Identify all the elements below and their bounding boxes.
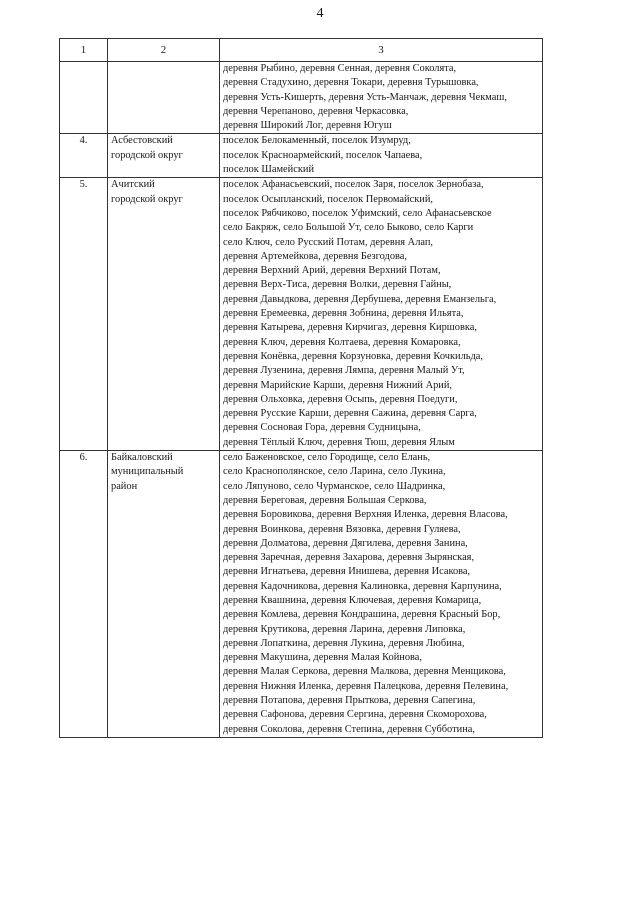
- row-number: 6.: [60, 451, 108, 738]
- settlements-line: деревня Артемейкова, деревня Безгодова,: [223, 250, 408, 262]
- settlements-line: село Бакряж, село Большой Ут, село Быково, село Карги: [223, 222, 474, 234]
- settlements-line: деревня Макушина, деревня Малая Койнова,: [223, 652, 422, 664]
- settlements-line: деревня Широкий Лог, деревня Югуш: [223, 120, 392, 132]
- settlements-list: [220, 62, 543, 134]
- settlements-line: поселок Белокаменный, поселок Изумруд,: [223, 135, 411, 147]
- settlements-line: деревня Марийские Карши, деревня Нижний Арий,: [223, 379, 452, 391]
- settlements-line: деревня Тёплый Ключ, деревня Тюш, деревня Ялым: [223, 436, 455, 448]
- settlements-line: деревня Береговая, деревня Большая Серкова,: [223, 494, 427, 506]
- municipality-name-line: муниципальный: [111, 466, 184, 478]
- settlements-line: деревня Нижняя Иленка, деревня Палецкова, деревня Пелевина,: [223, 680, 509, 692]
- settlements-line: поселок Рябчиково, поселок Уфимский, село Афанасьевское: [223, 207, 492, 219]
- settlements-line: деревня Потапова, деревня Прыткова, деревня Сапегина,: [223, 695, 476, 707]
- settlements-line: деревня Долматова, деревня Дягилева, деревня Занина,: [223, 537, 468, 549]
- column-header-1: 1: [60, 39, 108, 62]
- settlements-list: [220, 451, 543, 738]
- table-row: [60, 134, 543, 178]
- settlements-line: деревня Боровикова, деревня Верхняя Иленка, деревня Власова,: [223, 509, 508, 521]
- settlements-line: поселок Шамейский: [223, 164, 315, 176]
- row-number: [60, 62, 108, 134]
- settlements-line: деревня Черепаново, деревня Черкасовка,: [223, 105, 409, 117]
- settlements-line: деревня Верх-Тиса, деревня Волки, деревня Гайны,: [223, 279, 452, 291]
- settlements-line: поселок Осыпланский, поселок Первомайский,: [223, 193, 433, 205]
- municipality-name-line: городской округ: [111, 149, 183, 161]
- settlements-line: деревня Заречная, деревня Захарова, деревня Зырянская,: [223, 552, 475, 564]
- settlements-line: деревня Комлева, деревня Кондрашина, деревня Красный Бор,: [223, 609, 501, 621]
- settlements-line: село Ляпуново, село Чурманское, село Шадринка,: [223, 480, 446, 492]
- municipality-name: [108, 134, 220, 178]
- settlements-line: деревня Русские Карши, деревня Сажина, деревня Сарга,: [223, 408, 477, 420]
- settlements-line: деревня Катырева, деревня Кирчигаз, деревня Киршовка,: [223, 322, 477, 334]
- settlements-line: деревня Стадухино, деревня Токари, деревня Турышовка,: [223, 77, 479, 89]
- municipality-name: [108, 62, 220, 134]
- municipality-name-line: городской округ: [111, 193, 183, 205]
- settlements-line: деревня Давыдкова, деревня Дербушева, деревня Еманзельга,: [223, 293, 497, 305]
- settlements-table: [59, 38, 543, 738]
- table-row: [60, 451, 543, 738]
- column-header-3: 3: [220, 39, 543, 62]
- municipality-name-line: Байкаловский: [111, 452, 173, 464]
- page-number: 4: [316, 6, 324, 21]
- settlements-line: деревня Ольховка, деревня Осыпь, деревня Поедуги,: [223, 393, 458, 405]
- row-number: 4.: [60, 134, 108, 178]
- table-body: [60, 62, 543, 738]
- table-row: [60, 178, 543, 451]
- table-row: [60, 62, 543, 134]
- settlements-line: деревня Рыбино, деревня Сенная, деревня Соколята,: [223, 63, 457, 74]
- settlements-line: село Баженовское, село Городище, село Елань,: [223, 452, 431, 464]
- municipality-name-line: Ачитский: [111, 179, 155, 191]
- municipality-name: [108, 178, 220, 451]
- settlements-line: деревня Лопаткина, деревня Лукина, деревня Любина,: [223, 637, 465, 649]
- settlements-line: деревня Сафонова, деревня Сергина, деревня Скоморохова,: [223, 709, 487, 721]
- settlements-line: деревня Ключ, деревня Колтаева, деревня Комаровка,: [223, 336, 461, 348]
- settlements-line: деревня Крутикова, деревня Ларина, деревня Липовка,: [223, 623, 466, 635]
- settlements-line: деревня Конёвка, деревня Корзуновка, деревня Кочкильда,: [223, 350, 483, 362]
- column-header-2: 2: [108, 39, 220, 62]
- settlements-list: [220, 134, 543, 178]
- municipality-name-line: Асбестовский: [111, 135, 173, 147]
- settlements-line: деревня Сосновая Гора, деревня Судницына,: [223, 422, 421, 434]
- settlements-line: село Краснополянское, село Ларина, село Лукина,: [223, 466, 446, 478]
- settlements-line: деревня Квашнина, деревня Ключевая, деревня Комарица,: [223, 594, 482, 606]
- row-number: 5.: [60, 178, 108, 451]
- settlements-line: поселок Красноармейский, поселок Чапаева,: [223, 149, 423, 161]
- settlements-line: деревня Лузенина, деревня Лямпа, деревня Малый Ут,: [223, 365, 465, 377]
- settlements-line: деревня Воинкова, деревня Вязовка, деревня Гуляева,: [223, 523, 461, 535]
- settlements-line: деревня Еремеевка, деревня Зобнина, деревня Ильята,: [223, 308, 464, 320]
- settlements-line: деревня Верхний Арий, деревня Верхний Потам,: [223, 265, 441, 277]
- municipality-name: [108, 451, 220, 738]
- settlements-line: деревня Кадочникова, деревня Калиновка, деревня Карпунина,: [223, 580, 502, 592]
- settlements-line: деревня Игнатьева, деревня Инишева, деревня Исакова,: [223, 566, 471, 578]
- settlements-line: поселок Афанасьевский, поселок Заря, поселок Зернобаза,: [223, 179, 484, 191]
- settlements-list: [220, 178, 543, 451]
- settlements-line: деревня Малая Серкова, деревня Малкова, деревня Менщикова,: [223, 666, 506, 678]
- settlements-line: деревня Соколова, деревня Степина, деревня Субботина,: [223, 723, 475, 735]
- settlements-line: село Ключ, село Русский Потам, деревня Алап,: [223, 236, 434, 248]
- table-header-row: [60, 39, 543, 62]
- settlements-line: деревня Усть-Кишерть, деревня Усть-Манчаж, деревня Чекмаш,: [223, 91, 507, 103]
- municipality-name-line: район: [111, 480, 138, 492]
